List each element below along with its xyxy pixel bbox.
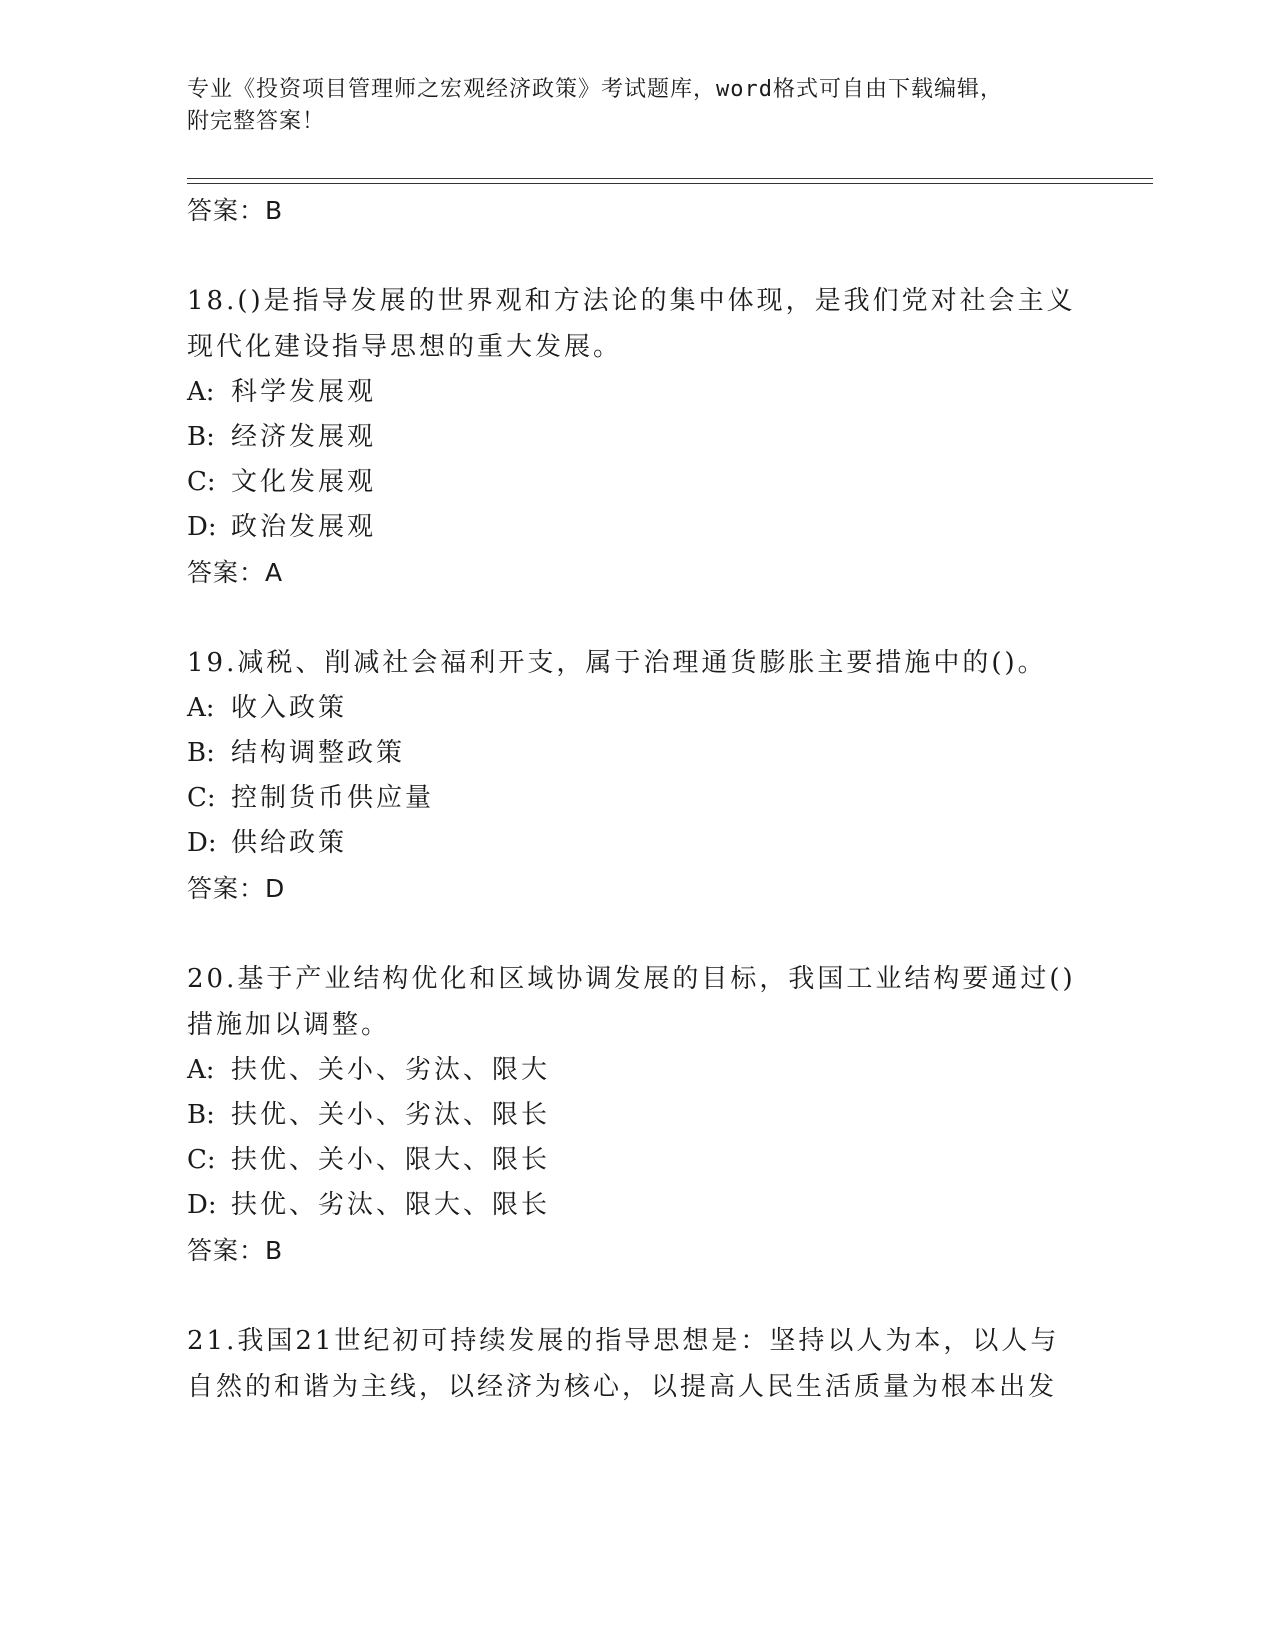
question-stem: 18.()是指导发展的世界观和方法论的集中体现，是我们党对社会主义现代化建设指导思想的重大发展。 [187,286,1076,362]
option-letter: D: [187,828,217,858]
option-letter: C: [187,783,216,813]
option-letter: C: [187,1145,216,1175]
option-text: 扶优、关小、劣汰、限长 [231,1100,551,1130]
option-text: 政治发展观 [231,512,377,542]
document-header [187,74,1087,138]
option-text: 扶优、关小、限大、限长 [231,1145,551,1175]
option-text: 供给政策 [231,828,348,858]
header-line-2: 附完整答案！ [187,109,326,134]
option-text: 收入政策 [231,693,348,723]
option-c [187,1138,1087,1183]
option-a [187,686,1087,731]
header-line-1: 专业《投资项目管理师之宏观经济政策》考试题库，word格式可自由下载编辑， [187,77,1003,102]
option-text: 经济发展观 [231,422,377,452]
option-letter: D: [187,512,217,542]
question-stem: 21.我国21世纪初可持续发展的指导思想是：坚持以人为本，以人与自然的和谐为主线，以经济为核心，以提高人民生活质量为根本出发 [187,1326,1060,1402]
option-d [187,505,1087,550]
option-text: 结构调整政策 [231,738,406,768]
option-letter: B: [187,1100,215,1130]
option-letter: C: [187,467,216,497]
answer-line: 答案：B [187,196,284,225]
option-d [187,1183,1087,1228]
option-d [187,821,1087,866]
question-20 [187,956,1087,1274]
option-b [187,731,1087,776]
option-a [187,370,1087,415]
option-c [187,776,1087,821]
header-divider-secondary [187,183,1153,184]
question-stem: 20.基于产业结构优化和区域协调发展的目标，我国工业结构要通过()措施加以调整。 [187,964,1076,1040]
document-body [187,188,1087,1410]
option-letter: A: [187,693,215,723]
option-letter: B: [187,422,215,452]
question-18 [187,278,1087,596]
option-c [187,460,1087,505]
question-21 [187,1318,1087,1410]
option-letter: A: [187,1055,215,1085]
option-b [187,1093,1087,1138]
answer-line: 答案：B [187,1236,284,1265]
option-text: 控制货币供应量 [231,783,435,813]
option-a [187,1048,1087,1093]
question-stem: 19.减税、削减社会福利开支，属于治理通货膨胀主要措施中的()。 [187,648,1047,678]
option-letter: A: [187,377,215,407]
option-letter: B: [187,738,215,768]
answer-line: 答案：D [187,874,286,903]
question-19 [187,640,1087,912]
option-text: 科学发展观 [231,377,377,407]
option-text: 文化发展观 [231,467,377,497]
option-text: 扶优、劣汰、限大、限长 [231,1190,551,1220]
header-divider [187,178,1153,179]
option-letter: D: [187,1190,217,1220]
answer-line: 答案：A [187,558,284,587]
option-text: 扶优、关小、劣汰、限大 [231,1055,551,1085]
option-b [187,415,1087,460]
